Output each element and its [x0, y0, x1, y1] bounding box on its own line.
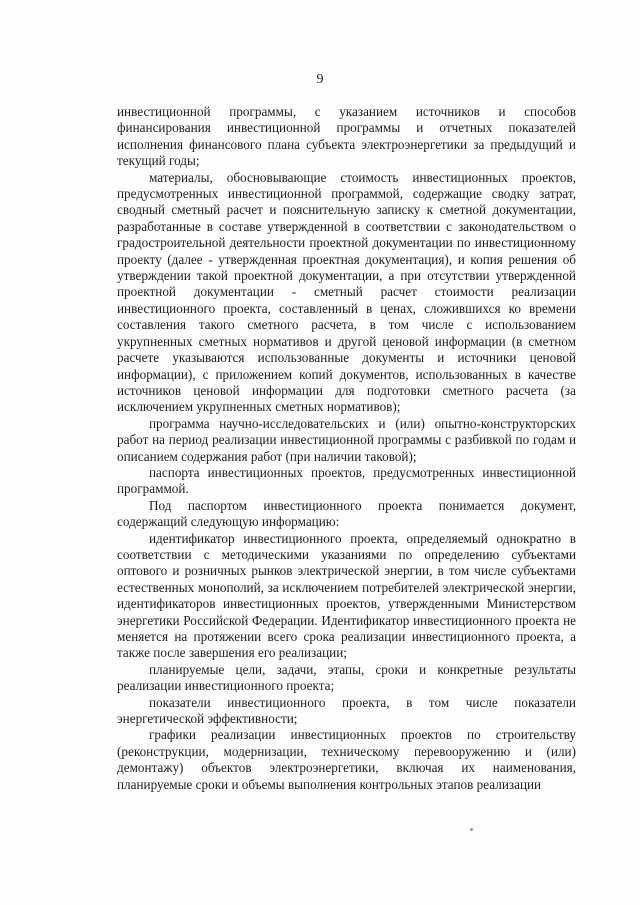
scan-dot: [470, 828, 473, 831]
paragraph-materials: материалы, обосновывающие стоимость инвестиционных проектов, предусмотренных инвестиционной программой, содержащие сводку затрат, сводный сметный расчет и пояснительную записку к сметной документации, разработанные в составе утвержденной в соответствии с законодательством о градостроительной деятельности проектной документации по инвестиционному проекту (далее - утвержденная проектная документация), и копия решения об утверждении такой проектной документации, а при отсутствии утвержденной проектной документации - сметный расчет стоимости реализации инвестиционного проекта, составленный в ценах, сложившихся ко времени составления такого сметного расчета, в том числе с использованием укрупненных сметных нормативов и другой ценовой информации (в сметном расчете указываются использованные документы и источники ценовой информации), с приложением копий документов, использованных в качестве источников ценовой информации для подготовки сметного расчета (за исключением укрупненных сметных нормативов);: [117, 169, 576, 415]
paragraph-identifier: идентификатор инвестиционного проекта, определяемый однократно в соответствии с методическими указаниями по определению субъектами оптового и розничных рынков электрической энергии, в том числе субъектами естественных монополий, за исключением потребителей электрической энергии, идентификаторов инвестиционных проектов, утвержденными Министерством энергетики Российской Федерации. Идентификатор инвестиционного проекта не меняется на протяжении всего срока реализации инвестиционного проекта, а также после завершения его реализации;: [117, 530, 576, 661]
paragraph-passports: паспорта инвестиционных проектов, предусмотренных инвестиционной программой.: [117, 464, 576, 497]
page-number: 9: [316, 72, 324, 87]
paragraph-schedules: графики реализации инвестиционных проектов по строительству (реконструкции, модернизации, техническому перевооружению и (или) демонтажу) объектов электроэнергетики, включая их наименования, планируемые сроки и объемы выполнения контрольных этапов реализации: [117, 727, 576, 792]
paragraph-continuation: инвестиционной программы, с указанием источников и способов финансирования инвестиционной программы и отчетных показателей исполнения финансового плана субъекта электроэнергетики за предыдущий и текущий годы;: [117, 104, 576, 169]
paragraph-goals: планируемые цели, задачи, этапы, сроки и конкретные результаты реализации инвестиционного проекта;: [117, 661, 576, 694]
paragraph-rnd-program: программа научно-исследовательских и (или) опытно-конструкторских работ на период реализации инвестиционной программы с разбивкой по годам и описанием содержания работ (при наличии таковой);: [117, 415, 576, 464]
paragraph-indicators: показатели инвестиционного проекта, в том числе показатели энергетической эффективности;: [117, 694, 576, 727]
paragraph-passport-definition: Под паспортом инвестиционного проекта понимается документ, содержащий следующую информацию:: [117, 497, 576, 530]
document-body: [117, 104, 576, 793]
